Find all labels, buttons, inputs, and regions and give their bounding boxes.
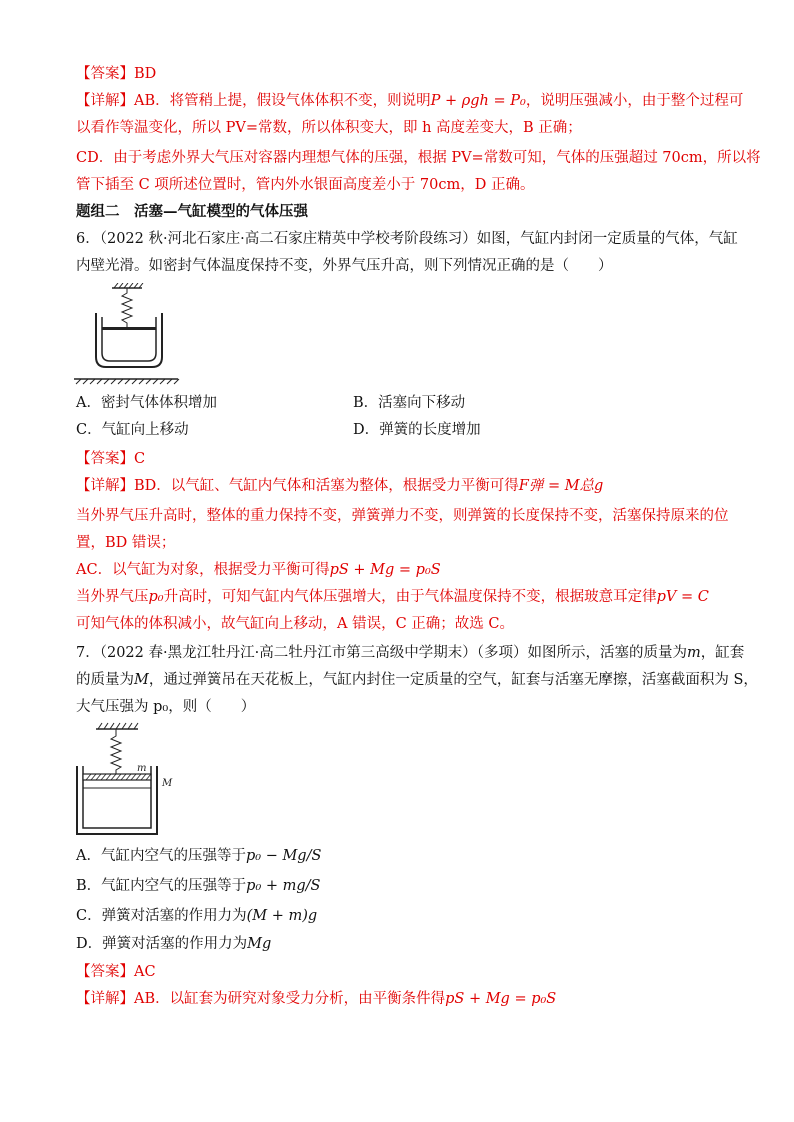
q7-option-c-math: (M + m)g <box>246 908 318 924</box>
q6-detail-line5 <box>76 587 709 607</box>
q5-detail-line4: 管下插至 C 项所述位置时，管内外水银面高度差小于 70cm，D 正确。 <box>76 177 535 193</box>
q6-detail-line2: 当外界气压升高时，整体的重力保持不变，弹簧弹力不变，则弹簧的长度保持不变，活塞保持原来的位 <box>76 508 729 524</box>
q5-formula: P + ρgh = P₀ <box>430 93 526 109</box>
q7-option-a-text: A．气缸内空气的压强等于 <box>76 848 246 864</box>
q7-stem-line3: 大气压强为 p₀，则（ ） <box>76 699 256 715</box>
q7-option-b-text: B．气缸内空气的压强等于 <box>76 878 247 894</box>
q7-stem-line1 <box>76 643 744 663</box>
q7-stem-M: M <box>134 672 149 688</box>
q7-answer: 【答案】AC <box>76 964 156 980</box>
q6-detail-text: 【详解】BD．以气缸、气缸内气体和活塞为整体，根据受力平衡可得 <box>76 478 519 494</box>
q6-diagram <box>74 283 184 385</box>
q7-option-b-math: p₀ + mg/S <box>246 878 321 894</box>
q6-stem-line2: 内壁光滑。如密封气体温度保持不变，外界气压升高，则下列情况正确的是（ ） <box>76 258 613 274</box>
q6-detail-text-4: AC．以气缸为对象，根据受力平衡可得 <box>76 562 330 578</box>
q6-option-d: D．弹簧的长度增加 <box>353 422 481 438</box>
q7-stem-text-2a: 的质量为 <box>76 672 134 688</box>
q6-formula-2: pS + Mg = p₀S <box>329 562 441 578</box>
q7-option-b <box>76 876 320 896</box>
group-heading: 题组二 活塞—气缸模型的气体压强 <box>76 203 308 220</box>
q7-fig-label-m: m <box>137 763 147 774</box>
q5-detail-line1 <box>76 91 743 111</box>
q5-detail-text-b: ，说明压强减小，由于整个过程可 <box>525 93 744 109</box>
q7-stem-text-1b: ，缸套 <box>700 645 745 661</box>
q6-detail-text-5b: 升高时，可知气缸内气体压强增大，由于气体温度保持不变，根据玻意耳定律 <box>163 589 657 605</box>
q5-detail-line3: CD．由于考虑外界大气压对容器内理想气体的压强，根据 PV=常数可知，气体的压强超过 70cm，所以将 <box>76 150 761 166</box>
q6-answer: 【答案】C <box>76 451 146 467</box>
q7-option-a-math: p₀ − Mg/S <box>245 848 322 864</box>
q6-option-b: B．活塞向下移动 <box>353 395 466 411</box>
q6-detail-text-5a: 当外界气压 <box>76 589 149 605</box>
q7-stem-text-2b: ，通过弹簧吊在天花板上，气缸内封住一定质量的空气，缸套与活塞无摩擦，活塞截面积为 S， <box>148 672 758 688</box>
q7-option-a <box>76 846 321 866</box>
q6-stem-line1: 6．（2022 秋·河北石家庄·高二石家庄精英中学校考阶段练习）如图，气缸内封闭一定质量的气体，气缸 <box>76 231 738 247</box>
q7-stem-line2 <box>76 670 758 690</box>
q6-detail-line1 <box>76 476 603 496</box>
q7-option-d-math: Mg <box>247 936 272 952</box>
q7-stem-m: m <box>686 645 701 661</box>
q7-formula-1: pS + Mg = p₀S <box>445 991 557 1007</box>
q6-detail-line6: 可知气体的体积减小，故气缸向上移动，A 错误，C 正确；故选 C。 <box>76 616 514 632</box>
q7-diagram <box>74 722 184 838</box>
q6-option-a: A．密封气体体积增加 <box>76 395 217 411</box>
q6-option-c: C．气缸向上移动 <box>76 422 189 438</box>
q6-formula-1: F弹 = M总g <box>518 478 604 494</box>
q6-formula-3: p₀ <box>148 589 164 605</box>
q7-option-d <box>76 934 271 954</box>
q6-formula-4: pV = C <box>656 589 709 605</box>
q5-detail-line2: 以看作等温变化，所以 PV=常数，所以体积变大，即 h 高度差变大，B 正确； <box>76 120 582 136</box>
q7-stem-text-1a: 7．（2022 春·黑龙江牡丹江·高二牡丹江市第三高级中学期末）（多项）如图所示，活塞的质量为 <box>76 645 687 661</box>
q5-detail-text: 【详解】AB．将管稍上提，假设气体体积不变，则说明 <box>76 93 431 109</box>
q5-answer: 【答案】BD <box>76 66 157 82</box>
q7-detail-text: 【详解】AB．以缸套为研究对象受力分析，由平衡条件得 <box>76 991 446 1007</box>
q6-detail-line3: 置，BD 错误； <box>76 535 176 551</box>
q7-option-d-text: D．弹簧对活塞的作用力为 <box>76 936 248 952</box>
q7-option-c <box>76 906 317 926</box>
q7-detail-line1 <box>76 989 556 1009</box>
q6-detail-line4 <box>76 560 441 580</box>
q7-option-c-text: C．弹簧对活塞的作用力为 <box>76 908 247 924</box>
q7-fig-label-M: M <box>162 778 173 789</box>
